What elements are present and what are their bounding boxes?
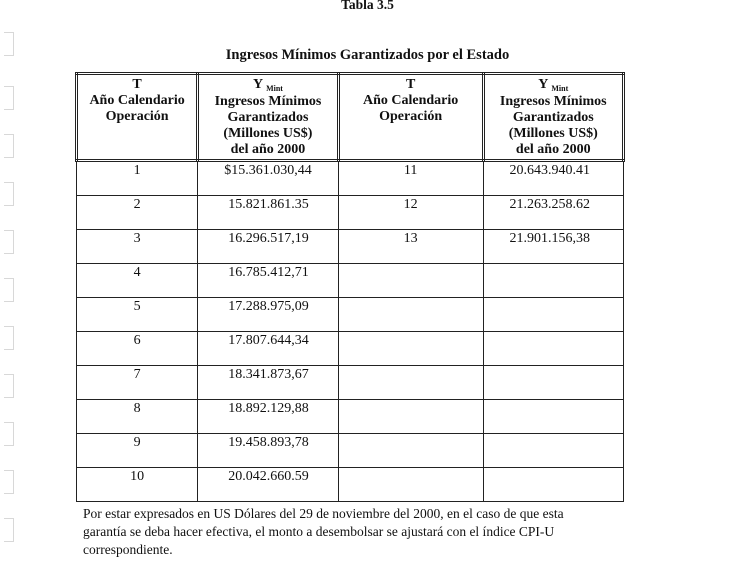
income-cell [483,366,623,400]
footnote-line: correspondiente. [83,542,173,557]
year-cell [338,400,483,434]
table-row [77,332,624,366]
year-cell: 13 [338,230,483,264]
year-cell: 2 [77,196,198,230]
header-year-2 [338,74,483,161]
year-cell: 10 [77,468,198,502]
income-cell: 17.288.975,09 [198,298,339,332]
year-cell: 5 [77,298,198,332]
header-symbol: T [132,77,142,92]
year-cell: 8 [77,400,198,434]
header-line: Año Calendario [89,93,185,108]
table-row [77,264,624,298]
header-line: Operación [105,109,169,124]
header-subscript: Mint [551,84,569,93]
table-row [77,366,624,400]
income-cell: $15.361.030,44 [198,161,339,196]
header-symbol: Y $_{Mint}$ [252,77,283,93]
year-cell: 7 [77,366,198,400]
income-cell [483,298,623,332]
year-cell: 9 [77,434,198,468]
header-line: Operación [379,109,443,124]
income-cell: 18.341.873,67 [198,366,339,400]
header-year-1 [77,74,198,161]
year-cell [338,332,483,366]
table-row [77,400,624,434]
footnote-line: Por estar expresados en US Dólares del 29 de noviembre del 2000, en el caso de que esta [83,506,564,521]
income-cell: 15.821.861.35 [198,196,339,230]
table-row [77,434,624,468]
income-cell [483,400,623,434]
table-row [77,161,624,196]
header-income-2 [483,74,623,161]
year-cell [338,468,483,502]
footnote [83,505,683,559]
header-line: (Millones US$) [508,126,598,141]
year-cell: 11 [338,161,483,196]
income-cell [483,264,623,298]
income-cell [483,468,623,502]
footnote-line: garantía se deba hacer efectiva, el monto a desembolsar se ajustará con el índice CPI-U [83,524,555,539]
income-cell: 16.785.412,71 [198,264,339,298]
income-cell [483,434,623,468]
header-line: Ingresos Mínimos [214,94,322,109]
revenue-table [75,72,625,502]
header-line: Año Calendario [362,93,459,108]
header-subscript: Mint [266,84,283,93]
header-line: del año 2000 [230,142,306,157]
header-line: del año 2000 [515,142,591,157]
income-cell: 17.807.644,34 [198,332,339,366]
income-cell [483,332,623,366]
year-cell: 12 [338,196,483,230]
header-line: Ingresos Mínimos [499,94,607,109]
header-line: Garantizados [512,110,594,125]
income-cell: 20.643.940.41 [483,161,623,196]
header-symbol: Y $_{Mint}$ [538,77,569,93]
year-cell [338,434,483,468]
table-caption: Tabla 3.5 [341,0,394,12]
year-cell: 1 [77,161,198,196]
income-cell: 21.263.258.62 [483,196,623,230]
year-cell [338,264,483,298]
income-cell: 19.458.893,78 [198,434,339,468]
year-cell: 4 [77,264,198,298]
table-title: Ingresos Mínimos Garantizados por el Estado [225,47,510,63]
income-cell: 16.296.517,19 [198,230,339,264]
table-row [77,196,624,230]
table-row [77,298,624,332]
year-cell: 6 [77,332,198,366]
page-margin-marks [0,0,20,573]
header-symbol: T [405,77,416,92]
table-header-row [77,74,624,161]
income-cell: 18.892.129,88 [198,400,339,434]
income-cell: 21.901.156,38 [483,230,623,264]
year-cell [338,298,483,332]
header-line: (Millones US$) [223,126,313,141]
income-cell: 20.042.660.59 [198,468,339,502]
header-income-1 [198,74,339,161]
year-cell [338,366,483,400]
table-row [77,230,624,264]
year-cell: 3 [77,230,198,264]
table-row [77,468,624,502]
header-line: Garantizados [227,110,309,125]
